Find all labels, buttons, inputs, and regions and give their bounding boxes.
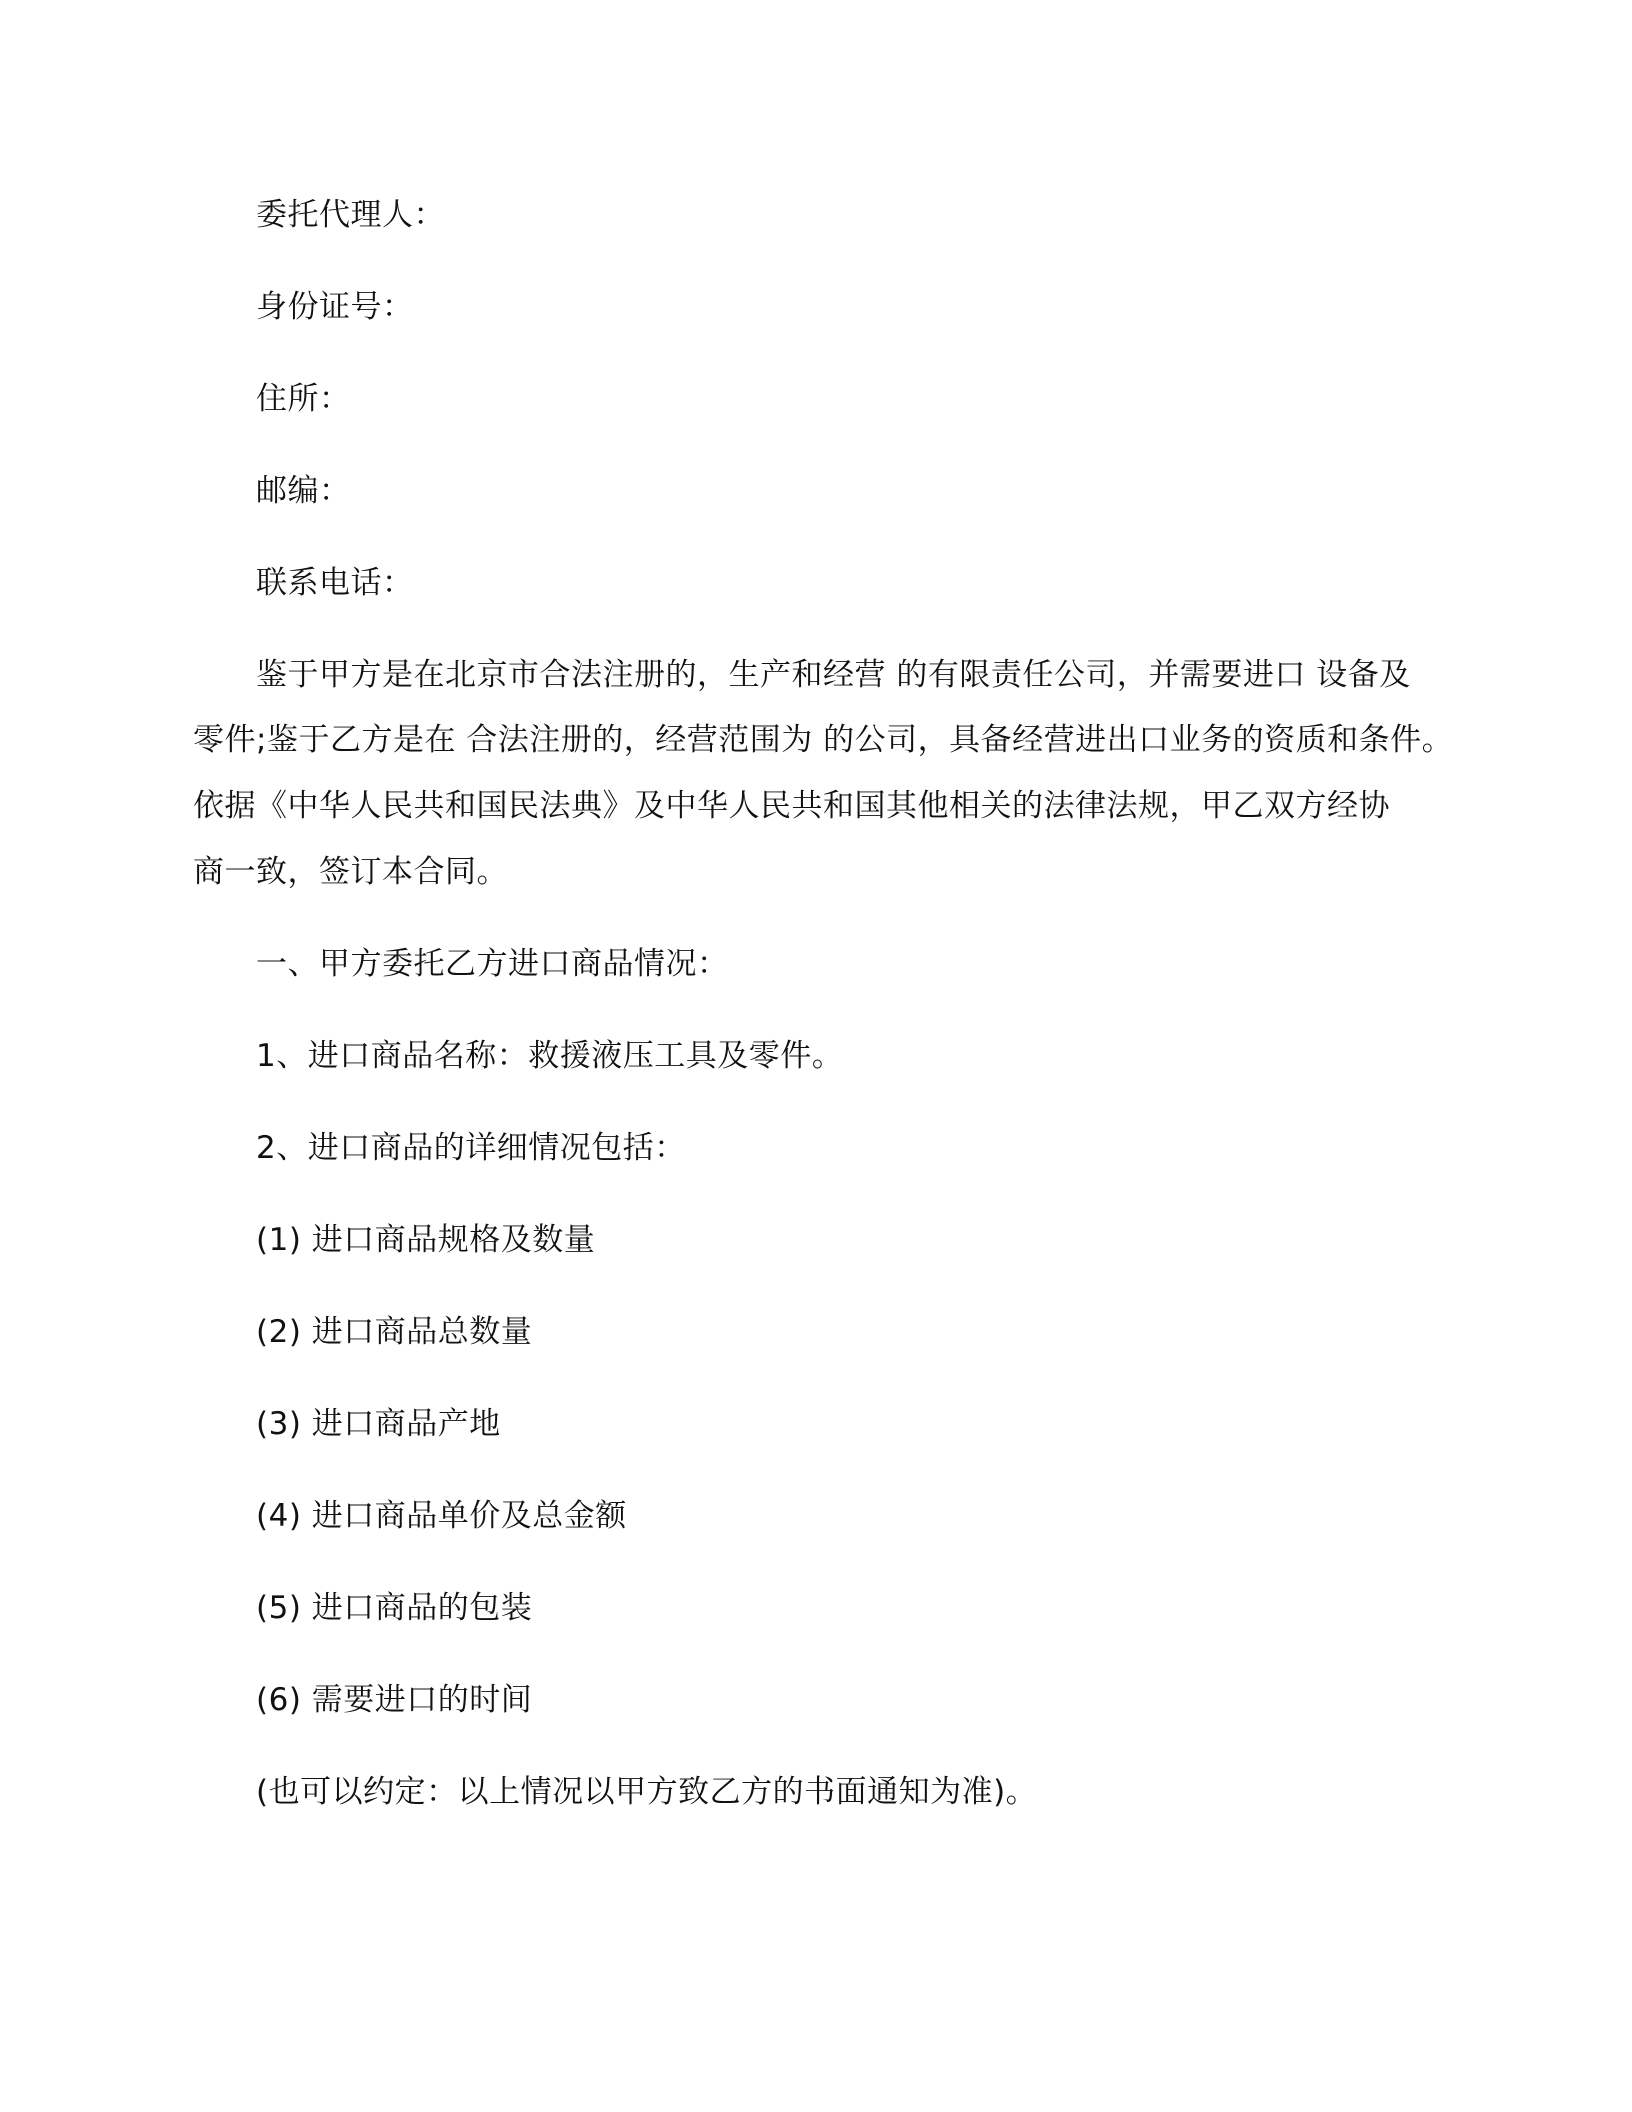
subitem-3: (3) 进口商品产地 [256,1406,501,1442]
field-id-number: 身份证号： [256,289,414,325]
preamble-line-2: 零件;鉴于乙方是在 合法注册的，经营范围为 的公司，具备经营进出口业务的资质和条件。 [193,722,1454,758]
item-2: 2、进口商品的详细情况包括： [256,1130,686,1166]
subitem-5: (5) 进口商品的包装 [256,1590,533,1626]
subitem-6: (6) 需要进口的时间 [256,1682,533,1718]
field-agent: 委托代理人： [256,197,445,233]
note-line: (也可以约定：以上情况以甲方致乙方的书面通知为准)。 [256,1774,1038,1810]
preamble-line-4: 商一致，签订本合同。 [193,854,508,890]
section-one-heading: 一、甲方委托乙方进口商品情况： [256,946,729,982]
field-phone: 联系电话： [256,565,414,601]
subitem-4: (4) 进口商品单价及总金额 [256,1498,627,1534]
subitem-2: (2) 进口商品总数量 [256,1314,533,1350]
subitem-1: (1) 进口商品规格及数量 [256,1222,596,1258]
field-postcode: 邮编： [256,473,351,509]
preamble-line-3: 依据《中华人民共和国民法典》及中华人民共和国其他相关的法律法规，甲乙双方经协 [193,788,1390,824]
field-address: 住所： [256,381,351,417]
item-1: 1、进口商品名称：救援液压工具及零件。 [256,1038,844,1074]
preamble-line-1: 鉴于甲方是在北京市合法注册的，生产和经营 的有限责任公司，并需要进口 设备及 [256,657,1411,693]
